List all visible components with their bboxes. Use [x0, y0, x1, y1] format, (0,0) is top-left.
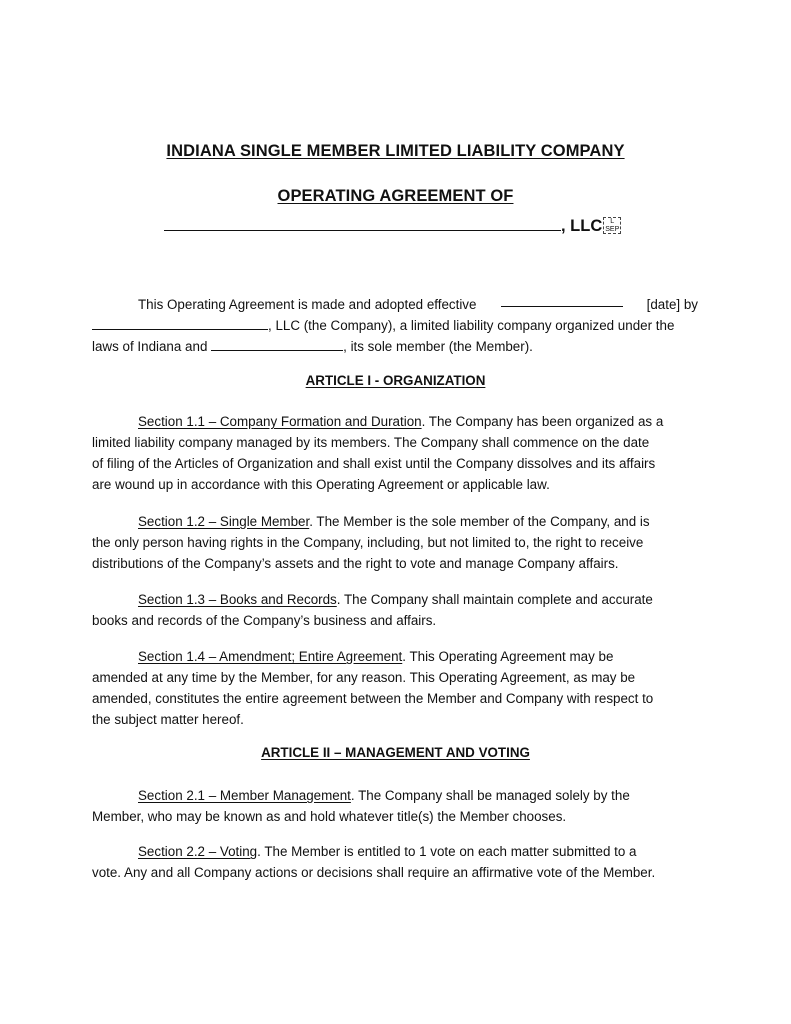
section-2-2: Section 2.2 – Voting. The Member is entitled to 1 vote on each matter submitted to a vote. Any and all Company actions or decisions shall require an affirmative vote of the Member.: [92, 844, 656, 880]
section-1-1-title: Section 1.1 – Company Formation and Duration: [138, 414, 422, 429]
section-1-4-title: Section 1.4 – Amendment; Entire Agreement: [138, 649, 403, 664]
section-2-1-title: Section 2.1 – Member Management: [138, 788, 351, 803]
section-1-4: Section 1.4 – Amendment; Entire Agreement. This Operating Agreement may be amended at any time by the Member, for any reason. This Operating Agreement, as may be amended, constitutes the entire agreement between the Member and Company with respect to the subject matter hereof.: [92, 649, 654, 727]
article-2-heading: ARTICLE II – MANAGEMENT AND VOTING: [261, 745, 530, 760]
intro-line-3: laws of Indiana and , its sole member (the Member).: [92, 339, 533, 354]
effective-date-blank[interactable]: [501, 294, 623, 307]
company-name-line: [164, 216, 621, 236]
section-break-icon: L SEP: [605, 218, 620, 233]
section-1-3-title: Section 1.3 – Books and Records: [138, 592, 337, 607]
document-title: INDIANA SINGLE MEMBER LIMITED LIABILITY COMPANY: [166, 142, 625, 160]
document-subtitle: OPERATING AGREEMENT OF: [277, 187, 514, 205]
company-name-blank[interactable]: [164, 216, 561, 231]
section-2-2-title: Section 2.2 – Voting: [138, 844, 258, 859]
section-2-1: Section 2.1 – Member Management. The Company shall be managed solely by the Member, who may be known as and hold whatever title(s) the Member chooses.: [92, 788, 630, 824]
intro-line-2: , LLC (the Company), a limited liability company organized under the: [92, 315, 698, 336]
company-blank[interactable]: [92, 317, 268, 330]
article-1-heading: ARTICLE I - ORGANIZATION: [305, 373, 486, 388]
llc-suffix: , LLC: [561, 217, 603, 235]
section-1-1: Section 1.1 – Company Formation and Duration. The Company has been organized as a limited liability company managed by its members. The Company shall commence on the date of filing of the Articles of Organization and shall exist until the Company dissolves and its affairs are wound up in accordance with this Operating Agreement or applicable law.: [92, 414, 664, 492]
intro-line-1: This Operating Agreement is made and adopted effective [date] by: [92, 294, 698, 315]
member-name-blank[interactable]: [211, 338, 343, 351]
section-1-3: Section 1.3 – Books and Records. The Company shall maintain complete and accurate books and records of the Company’s business and affairs.: [92, 592, 653, 628]
section-1-2: Section 1.2 – Single Member. The Member is the sole member of the Company, and is the only person having rights in the Company, including, but not limited to, the right to receive distributions of the Company’s assets and the right to vote and manage Company affairs.: [92, 514, 650, 571]
section-1-2-title: Section 1.2 – Single Member: [138, 514, 310, 529]
intro-paragraph: [92, 294, 698, 357]
